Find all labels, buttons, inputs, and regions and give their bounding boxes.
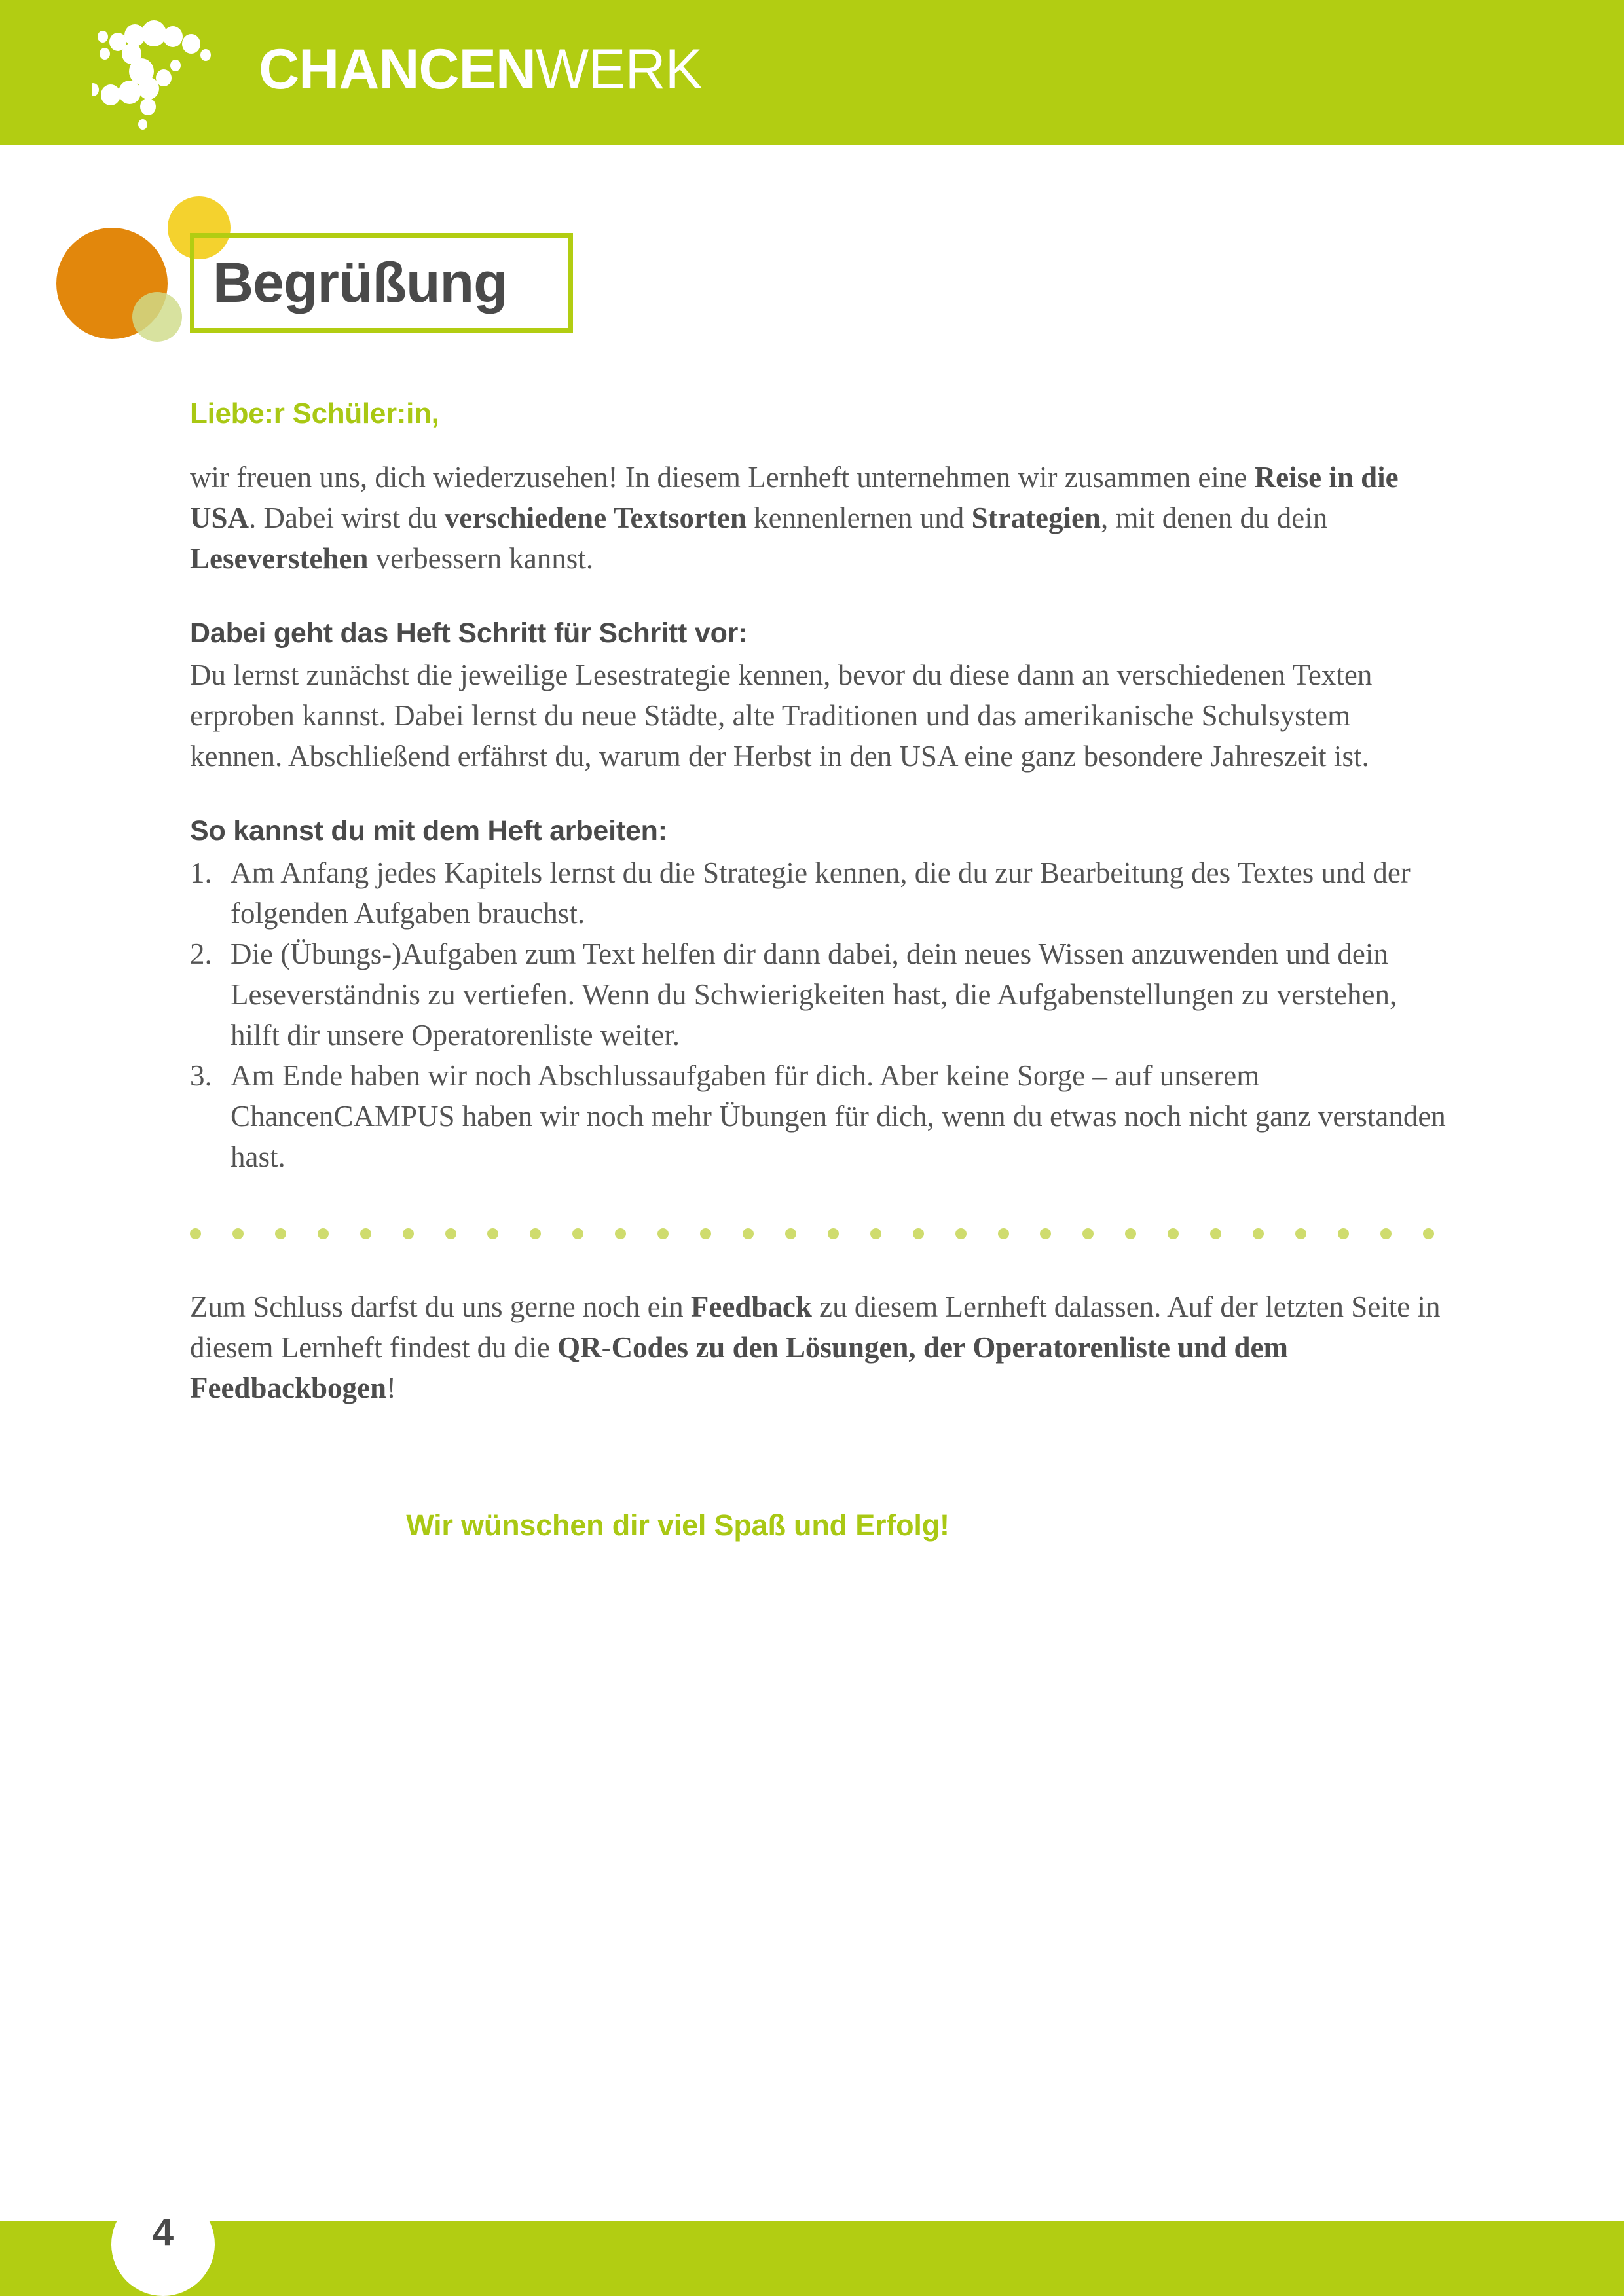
divider-dot-icon	[360, 1228, 371, 1239]
divider-dot-icon	[785, 1228, 796, 1239]
closing-line: Wir wünschen dir viel Spaß und Erfolg!	[406, 1508, 950, 1542]
brand-wordmark-bold: CHANCEN	[259, 38, 536, 101]
list-item	[190, 934, 1447, 1055]
divider-dot-icon	[913, 1228, 924, 1239]
divider-dot-icon	[318, 1228, 329, 1239]
divider-dot-icon	[1423, 1228, 1434, 1239]
chapter-title-frame	[190, 233, 573, 333]
plain-text: , mit denen du dein	[1101, 501, 1328, 534]
emphasis-text: Leseverstehen	[190, 542, 369, 575]
page-number: 4	[152, 2211, 174, 2253]
intro-paragraph	[190, 457, 1447, 579]
plain-text: Zum Schluss darfst du uns gerne noch ein	[190, 1290, 691, 1323]
list-item-text: Die (Übungs-)Aufgaben zum Text helfen dir dann dabei, dein neues Wissen anzuwenden und dein Leseverständnis zu vertiefen. Wenn du Schwierigkeiten hast, die Aufgabenstellungen zu verstehen, hilft dir unsere Operatorenliste weiter.	[231, 938, 1397, 1051]
list-item-number: 1.	[190, 856, 212, 889]
list-item-text: Am Anfang jedes Kapitels lernst du die Strategie kennen, die du zur Bearbeitung des Textes und der folgenden Aufgaben brauchst.	[231, 856, 1411, 930]
divider-dot-icon	[232, 1228, 244, 1239]
divider-dot-icon	[572, 1228, 583, 1239]
plain-text: . Dabei wirst du	[249, 501, 445, 534]
divider-dot-icon	[998, 1228, 1009, 1239]
divider-dot-icon	[1295, 1228, 1306, 1239]
divider-dot-icon	[700, 1228, 711, 1239]
list-item	[190, 1055, 1447, 1177]
emphasis-text: verschiedene Textsorten	[444, 501, 747, 534]
page-content	[190, 395, 1447, 1544]
emphasis-text: Reise in die USA	[190, 461, 1399, 534]
section-two-paragraph: Du lernst zunächst die jeweilige Lesestrategie kennen, bevor du diese dann an verschiedenen Texten erproben kannst. Dabei lernst du neue Städte, alte Traditionen und das amerikanische Schulsystem kennen. Abschließend erfährst du, warum der Herbst in den USA eine ganz besondere Jahreszeit ist.	[190, 659, 1373, 773]
divider-dot-icon	[487, 1228, 498, 1239]
divider-dot-icon	[1338, 1228, 1349, 1239]
page-footer-band	[0, 2221, 1624, 2296]
how-to-list	[190, 852, 1447, 1177]
divider-dot-icon	[955, 1228, 967, 1239]
divider-dot-icon	[1380, 1228, 1392, 1239]
divider-dot-icon	[1082, 1228, 1094, 1239]
list-item-text: Am Ende haben wir noch Abschlussaufgaben für dich. Aber keine Sorge – auf unserem ChancenCAMPUS haben wir noch mehr Übungen für dich, wenn du etwas noch nicht ganz verstanden hast.	[231, 1059, 1446, 1173]
brand-wordmark-light: WERK	[536, 38, 702, 101]
brand-wordmark	[259, 37, 702, 102]
divider-dot-icon	[1210, 1228, 1221, 1239]
section-heading-steps: Dabei geht das Heft Schritt für Schritt vor:	[190, 617, 748, 649]
list-item-number: 3.	[190, 1059, 212, 1092]
feedback-paragraph	[190, 1286, 1447, 1408]
dotted-divider	[190, 1228, 1434, 1239]
divider-dot-icon	[828, 1228, 839, 1239]
divider-dot-icon	[530, 1228, 541, 1239]
divider-dot-icon	[403, 1228, 414, 1239]
emphasis-text: Feedback	[690, 1290, 812, 1323]
light-green-circle-decor-icon	[132, 292, 182, 342]
plain-text: !	[386, 1372, 397, 1404]
plain-text: verbessern kannst.	[368, 542, 594, 575]
page-title: Begrüßung	[213, 251, 507, 314]
plain-text: wir freuen uns, dich wiederzusehen! In diesem Lernheft unternehmen wir zusammen eine	[190, 461, 1255, 494]
emphasis-text: QR-Codes zu den Lösungen, der Operatorenliste und dem Feedbackbogen	[190, 1331, 1289, 1404]
divider-dot-icon	[445, 1228, 456, 1239]
divider-dot-icon	[275, 1228, 286, 1239]
page-number-bubble	[111, 2193, 215, 2296]
divider-dot-icon	[657, 1228, 669, 1239]
divider-dot-icon	[1168, 1228, 1179, 1239]
divider-dot-icon	[190, 1228, 201, 1239]
dot-spiral-logo-icon	[92, 14, 229, 132]
plain-text: kennenlernen und	[746, 501, 972, 534]
list-item	[190, 852, 1447, 934]
section-heading-howto: So kannst du mit dem Heft arbeiten:	[190, 815, 667, 847]
chapter-title-block	[0, 196, 1624, 367]
divider-dot-icon	[1253, 1228, 1264, 1239]
divider-dot-icon	[1125, 1228, 1136, 1239]
divider-dot-icon	[743, 1228, 754, 1239]
divider-dot-icon	[615, 1228, 626, 1239]
brand-logo	[92, 14, 702, 132]
list-item-number: 2.	[190, 938, 212, 970]
plain-text: zu diesem Lernheft dalassen. Auf der letzten Seite in diesem Lernheft findest du die	[190, 1290, 1441, 1364]
divider-dot-icon	[1040, 1228, 1051, 1239]
divider-dot-icon	[870, 1228, 881, 1239]
emphasis-text: Strategien	[971, 501, 1101, 534]
greeting-line: Liebe:r Schüler:in,	[190, 397, 439, 429]
page-header-band	[0, 0, 1624, 145]
